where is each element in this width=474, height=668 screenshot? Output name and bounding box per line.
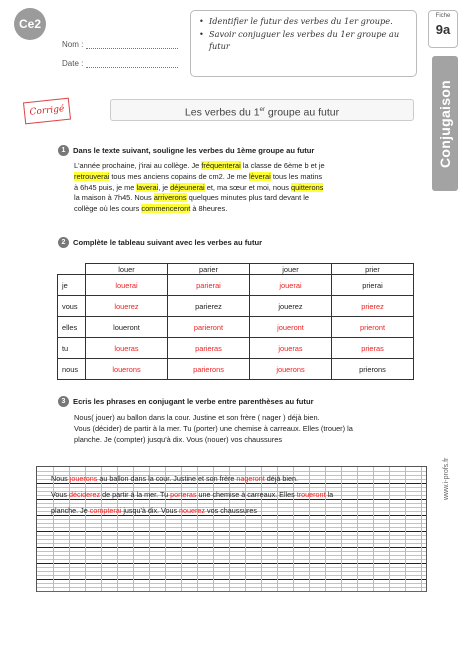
- ruled-line: [37, 535, 426, 536]
- answer-text: vos chaussures: [205, 506, 257, 515]
- highlighted-verb[interactable]: commenceront: [141, 204, 191, 214]
- conjugation-cell[interactable]: parierai: [168, 275, 250, 296]
- grid-column-line: [245, 467, 246, 591]
- answer-verb: troueront: [296, 490, 326, 499]
- conjugation-table: [57, 263, 414, 380]
- text-line: [74, 193, 419, 204]
- ruled-line: [37, 531, 426, 532]
- section-2-number: 2: [58, 237, 69, 248]
- conjugation-cell[interactable]: joueras: [250, 338, 332, 359]
- conjugation-cell[interactable]: prierons: [332, 359, 414, 380]
- grid-column-line: [149, 467, 150, 591]
- highlighted-verb[interactable]: quitterons: [290, 182, 324, 192]
- objective-item: • Identifier le futur des verbes du 1er groupe.: [199, 15, 408, 27]
- column-header: louer: [86, 264, 168, 275]
- highlighted-verb[interactable]: arriverons: [153, 193, 187, 203]
- pronoun-cell: je: [58, 275, 86, 296]
- grid-column-line: [69, 467, 70, 591]
- conjugation-cell[interactable]: louerai: [86, 275, 168, 296]
- pronoun-cell: vous: [58, 296, 86, 317]
- text-segment: L'année prochaine, j'irai au collège. Je: [74, 161, 202, 170]
- ruled-line: [37, 571, 426, 572]
- conjugation-cell[interactable]: parierons: [168, 359, 250, 380]
- ruled-line: [37, 487, 426, 488]
- text-segment: , je: [158, 182, 171, 192]
- text-segment: la maison à 7h45. Nous: [74, 193, 154, 203]
- grid-column-line: [101, 467, 102, 591]
- answer-text: jusqu'à dix. Vous: [121, 506, 180, 515]
- ruled-line: [37, 559, 426, 560]
- conjugation-cell[interactable]: joueront: [250, 317, 332, 338]
- ruled-line: [37, 587, 426, 588]
- ruled-line: [37, 527, 426, 528]
- ruled-line: [37, 515, 426, 516]
- highlighted-verb[interactable]: laverai: [136, 182, 159, 192]
- highlighted-verb[interactable]: retrouverai: [74, 171, 110, 181]
- fiche-label: Fiche: [435, 13, 451, 19]
- grid-column-line: [117, 467, 118, 591]
- section-2-instruction: Complète le tableau suivant avec les verbes au futur: [73, 238, 263, 247]
- grid-column-line: [309, 467, 310, 591]
- prompt-line: planche. Je (compter) jusqu'à dix. Vous (nouer) vos chaussures: [74, 434, 283, 444]
- conjugation-cell[interactable]: jouerons: [250, 359, 332, 380]
- prompt-line: Vous (décider) de partir à la mer. Tu (porter) une chemise à carreaux. Elles (trouer) la: [74, 423, 353, 433]
- ruled-line: [37, 555, 426, 556]
- conjugation-cell[interactable]: parieras: [168, 338, 250, 359]
- answer-verb: nouerez: [179, 506, 206, 515]
- objectives-list: [199, 15, 408, 52]
- grid-column-line: [181, 467, 182, 591]
- table-corner: [58, 264, 86, 275]
- ruled-line: [37, 543, 426, 544]
- pronoun-cell: nous: [58, 359, 86, 380]
- prompt-line: Nous( jouer) au ballon dans la cour. Justine et son frère ( nager ) déjà bien.: [74, 413, 320, 422]
- table-row: [58, 359, 414, 380]
- answer-text: planche. Je: [51, 506, 90, 515]
- answer-line: [51, 474, 298, 483]
- ruled-line: [37, 575, 426, 576]
- corrige-stamp: Corrigé: [23, 98, 71, 125]
- site-watermark: www.i-profs.fr: [443, 457, 450, 500]
- ruled-line: [37, 567, 426, 568]
- highlighted-verb[interactable]: déjeunerai: [170, 182, 205, 192]
- grid-column-line: [357, 467, 358, 591]
- ruled-line: [37, 499, 426, 500]
- conjugation-cell[interactable]: prieras: [332, 338, 414, 359]
- text-segment: à 6h45 puis, je me: [74, 182, 137, 192]
- highlighted-verb[interactable]: fréquenterai: [201, 161, 241, 170]
- column-header: parier: [168, 264, 250, 275]
- conjugation-table-wrap: [57, 263, 414, 380]
- grid-column-line: [389, 467, 390, 591]
- date-field[interactable]: [86, 67, 178, 68]
- grid-column-line: [293, 467, 294, 591]
- level-badge: Ce2: [14, 8, 46, 40]
- table-row: [58, 338, 414, 359]
- grid-column-line: [261, 467, 262, 591]
- grid-column-line: [197, 467, 198, 591]
- nom-field[interactable]: [86, 48, 178, 49]
- text-line: [74, 172, 419, 183]
- conjugation-cell[interactable]: louerons: [86, 359, 168, 380]
- subject-title: Conjugaison: [437, 79, 454, 168]
- text-segment: quelques minutes plus tard devant le: [186, 193, 309, 203]
- grid-column-line: [405, 467, 406, 591]
- section-1-number: 1: [58, 145, 69, 156]
- ruled-line: [37, 583, 426, 584]
- grid-column-line: [165, 467, 166, 591]
- text-segment: la classe de 6ème b et je: [240, 161, 325, 170]
- text-segment: tous mes anciens copains de cm2. Je me: [109, 171, 249, 181]
- text-segment: à 8heures.: [190, 204, 228, 214]
- fiche-box: [428, 10, 458, 48]
- ruled-line: [37, 579, 426, 580]
- answer-line: [51, 490, 333, 499]
- answer-text: déjà bien.: [264, 474, 298, 483]
- grid-column-line: [85, 467, 86, 591]
- grid-column-line: [373, 467, 374, 591]
- text-line: [74, 161, 419, 172]
- ruled-line: [37, 471, 426, 472]
- column-header: jouer: [250, 264, 332, 275]
- conjugation-cell[interactable]: loueras: [86, 338, 168, 359]
- page-title: Les verbes du 1er groupe au futur: [110, 99, 414, 121]
- answer-verb: porteras: [170, 490, 197, 499]
- answer-verb: nageront: [236, 474, 265, 483]
- section-3-instruction: Ecris les phrases en conjugant le verbe entre parenthèses au futur: [73, 397, 314, 406]
- conjugation-cell[interactable]: prierez: [332, 296, 414, 317]
- table-row: [58, 275, 414, 296]
- grid-column-line: [421, 467, 422, 591]
- answer-line: [51, 506, 257, 515]
- grid-column-line: [133, 467, 134, 591]
- answer-verb: déciderez: [68, 490, 101, 499]
- table-row: [58, 296, 414, 317]
- grid-column-line: [213, 467, 214, 591]
- grid-column-line: [53, 467, 54, 591]
- answer-text: Vous: [51, 490, 69, 499]
- answer-verb: compterai: [89, 506, 122, 515]
- conjugation-cell[interactable]: prierai: [332, 275, 414, 296]
- writing-area[interactable]: [36, 466, 427, 592]
- conjugation-cell[interactable]: parierez: [168, 296, 250, 317]
- grid-column-line: [325, 467, 326, 591]
- text-segment: tous les matins: [270, 171, 323, 181]
- ruled-line: [37, 503, 426, 504]
- ruled-line: [37, 483, 426, 484]
- objective-item: • Savoir conjuguer les verbes du 1er groupe au futur: [199, 28, 408, 52]
- answer-verb: jouerons: [69, 474, 98, 483]
- text-line: [74, 183, 419, 194]
- ruled-line: [37, 523, 426, 524]
- conjugation-cell[interactable]: parieront: [168, 317, 250, 338]
- text-segment: et, ma sœur et moi, nous: [204, 182, 291, 192]
- conjugation-cell[interactable]: loueront: [86, 317, 168, 338]
- ruled-line: [37, 519, 426, 520]
- conjugation-cell[interactable]: louerez: [86, 296, 168, 317]
- ruled-line: [37, 563, 426, 564]
- column-header: prier: [332, 264, 414, 275]
- answer-text: une chemise à carreaux. Elles: [196, 490, 297, 499]
- section-1-instruction: Dans le texte suivant, souligne les verbes du 1ème groupe au futur: [73, 146, 315, 155]
- section-3-prompt: [74, 413, 434, 445]
- grid-column-line: [229, 467, 230, 591]
- pronoun-cell: tu: [58, 338, 86, 359]
- table-row: [58, 317, 414, 338]
- text-segment: collège où les cours: [74, 204, 142, 214]
- answer-text: Nous: [51, 474, 70, 483]
- objectives-box: [190, 10, 417, 77]
- ruled-line: [37, 547, 426, 548]
- section-3-number: 3: [58, 396, 69, 407]
- grid-column-line: [341, 467, 342, 591]
- ruled-line: [37, 539, 426, 540]
- answer-text: la: [325, 490, 334, 499]
- highlighted-verb[interactable]: lèverai: [249, 171, 271, 181]
- grid-column-line: [277, 467, 278, 591]
- subject-sidebar: [432, 56, 458, 191]
- answer-text: de partir à la mer. Tu: [100, 490, 171, 499]
- conjugation-cell[interactable]: jouerai: [250, 275, 332, 296]
- fiche-number: 9a: [435, 22, 451, 37]
- conjugation-cell[interactable]: jouerez: [250, 296, 332, 317]
- nom-label: Nom :: [62, 40, 84, 49]
- answer-text: au ballon dans la cour. Justine et son frère: [97, 474, 237, 483]
- section-1-text: [74, 161, 419, 215]
- ruled-line: [37, 551, 426, 552]
- date-label: Date :: [62, 59, 84, 68]
- text-line: [74, 204, 419, 215]
- conjugation-cell[interactable]: prieront: [332, 317, 414, 338]
- ruled-line: [37, 591, 426, 592]
- pronoun-cell: elles: [58, 317, 86, 338]
